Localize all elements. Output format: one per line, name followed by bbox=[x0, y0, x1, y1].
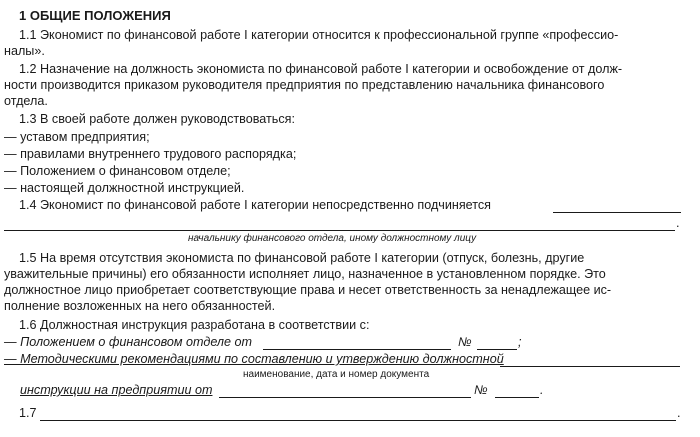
para-1-5-line-2: уважительные причины) его обязанности исполняет лицо, назначенное в установленном порядке. Это bbox=[4, 267, 606, 281]
para-1-6-item-2-no: № bbox=[474, 383, 488, 397]
fill-in-line bbox=[40, 420, 676, 421]
para-1-6-item-2-caption: наименование, дата и номер документа bbox=[243, 369, 430, 380]
para-1-6-item-2-cont: инструкции на предприятии от bbox=[20, 383, 213, 397]
para-1-2-line-2: ности производится приказом руководителя предприятия по представлению начальника финансового bbox=[4, 78, 605, 92]
para-1-6-item-2-end: . bbox=[540, 383, 544, 397]
para-1-7-label: 1.7 bbox=[19, 406, 37, 420]
fill-in-line bbox=[553, 212, 681, 213]
para-1-5-line-3: должностное лицо приобретает соответствующие права и несет ответственность за ненадлежащее ис- bbox=[4, 283, 612, 297]
para-1-1-line-1: 1.1 Экономист по финансовой работе I категории относится к профессиональной группе «профессио- bbox=[19, 28, 619, 42]
para-1-3-item: — уставом предприятия; bbox=[4, 130, 150, 144]
para-1-5-line-4: полнение возложенных на него обязанностей. bbox=[4, 299, 276, 313]
fill-in-line bbox=[495, 397, 539, 398]
para-1-6-item-1: — Положением о финансовом отделе от bbox=[4, 335, 253, 349]
section-heading: 1 ОБЩИЕ ПОЛОЖЕНИЯ bbox=[19, 8, 171, 23]
para-1-4-caption: начальнику финансового отдела, иному должностному лицу bbox=[188, 233, 477, 244]
fill-in-line bbox=[219, 397, 471, 398]
para-1-2-line-3: отдела. bbox=[4, 94, 48, 108]
para-1-5-line-1: 1.5 На время отсутствия экономиста по финансовой работе I категории (отпуск, болезнь, другие bbox=[19, 251, 585, 265]
para-1-6-item-2: — Методическими рекомендациями по составлению и утверждению должностной bbox=[4, 352, 504, 366]
para-1-4-text: 1.4 Экономист по финансовой работе I категории непосредственно подчиняется bbox=[19, 198, 491, 212]
fill-in-line bbox=[4, 230, 675, 231]
para-1-3-intro: 1.3 В своей работе должен руководствоваться: bbox=[19, 112, 295, 126]
para-1-6-item-1-end: ; bbox=[518, 335, 522, 349]
fill-in-line bbox=[477, 349, 517, 350]
para-1-4-period: . bbox=[676, 216, 680, 230]
para-1-6-intro: 1.6 Должностная инструкция разработана в соответствии с: bbox=[19, 318, 370, 332]
para-1-3-item: — настоящей должностной инструкцией. bbox=[4, 181, 245, 195]
para-1-6-item-1-no: № bbox=[458, 335, 472, 349]
fill-in-line bbox=[263, 349, 451, 350]
para-1-3-item: — правилами внутреннего трудового распорядка; bbox=[4, 147, 297, 161]
para-1-2-line-1: 1.2 Назначение на должность экономиста по финансовой работе I категории и освобождение от долж- bbox=[19, 62, 623, 76]
para-1-1-line-2: налы». bbox=[4, 44, 45, 58]
para-1-7-end: . bbox=[677, 406, 681, 420]
para-1-3-item: — Положением о финансовом отделе; bbox=[4, 164, 231, 178]
fill-in-line bbox=[500, 366, 680, 367]
